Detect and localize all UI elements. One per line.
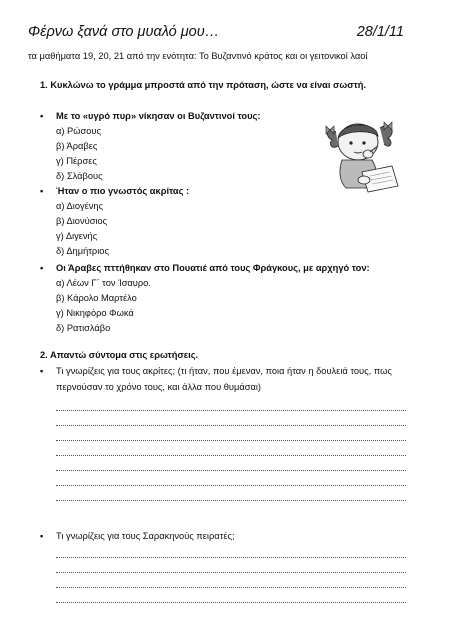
question-3 [40, 263, 370, 273]
answer-line[interactable] [56, 485, 406, 486]
page-subtitle: τα μαθήματα 19, 20, 21 από την ενότητα: Το Βυζαντινό κράτος και οι γειτονικοί λαοί [28, 51, 368, 61]
question-1-option-a[interactable]: α) Ρώσους [56, 126, 101, 136]
answer-line[interactable] [56, 470, 406, 471]
short-question-2 [40, 531, 235, 541]
question-1-text: Με το «υγρό πυρ» νίκησαν οι Βυζαντινοί τους: [56, 111, 261, 121]
page-title: Φέρνω ξανά στο μυαλό μου… [28, 24, 220, 40]
answer-line[interactable] [56, 425, 406, 426]
question-1-option-d[interactable]: δ) Σλάβους [56, 171, 103, 181]
question-3-option-a[interactable]: α) Λέων Γ΄ τον Ίσαυρο. [56, 278, 151, 288]
answer-line[interactable] [56, 440, 406, 441]
bullet-icon: • [40, 111, 44, 121]
question-3-option-b[interactable]: β) Κάρολο Μαρτέλο [56, 293, 137, 303]
bullet-icon: • [40, 531, 44, 541]
short-question-2-line1: Τι γνωρίζεις για τους Σαρακηνούς πειρατές; [56, 531, 235, 541]
answer-line[interactable] [56, 557, 406, 558]
answer-line[interactable] [56, 572, 406, 573]
question-2-option-d[interactable]: δ) Δημήτριος [56, 246, 109, 256]
section2-heading: 2. Απαντώ σύντομα στις ερωτήσεις. [40, 350, 199, 360]
question-3-option-c[interactable]: γ) Νικηφόρο Φωκά [56, 308, 134, 318]
question-2 [40, 186, 189, 196]
bullet-icon: • [40, 366, 44, 376]
question-1 [40, 111, 260, 121]
girl-writing-illustration [318, 110, 404, 196]
page-date: 28/1/11 [356, 24, 404, 40]
question-2-option-c[interactable]: γ) Διγενής [56, 231, 98, 241]
question-2-option-b[interactable]: β) Διονύσιος [56, 216, 108, 226]
bullet-icon: • [40, 186, 44, 196]
question-1-option-b[interactable]: β) Άραβες [56, 141, 98, 151]
question-2-text: Ήταν ο πιο γνωστός ακρίτας : [56, 186, 190, 196]
answer-line[interactable] [56, 500, 406, 501]
answer-line[interactable] [56, 410, 406, 411]
question-1-option-c[interactable]: γ) Πέρσες [56, 156, 97, 166]
question-3-option-d[interactable]: δ) Ρατισλάβο [56, 323, 111, 333]
question-3-text: Οι Άραβες πττήθηκαν στο Πουατιέ από τους Φράγκους, με αρχηγό τον: [56, 263, 370, 273]
short-question-1-line2: περνούσαν το χρόνο τους, και άλλα που θυμάσαι) [56, 382, 261, 392]
answer-line[interactable] [56, 602, 406, 603]
answer-line[interactable] [56, 587, 406, 588]
title-row [28, 24, 404, 44]
question-2-option-a[interactable]: α) Διογένης [56, 201, 104, 211]
short-question-1-line1: Τι γνωρίζεις για τους ακρίτες; (τι ήταν, που έμεναν, ποια ήταν η δουλειά τους, πως [56, 366, 392, 376]
answer-line[interactable] [56, 455, 406, 456]
bullet-icon: • [40, 263, 44, 273]
short-question-1 [40, 366, 392, 376]
section1-heading: 1. Κυκλώνω το γράμμα μπροστά από την πρόταση, ώστε να είναι σωστή. [40, 80, 367, 90]
